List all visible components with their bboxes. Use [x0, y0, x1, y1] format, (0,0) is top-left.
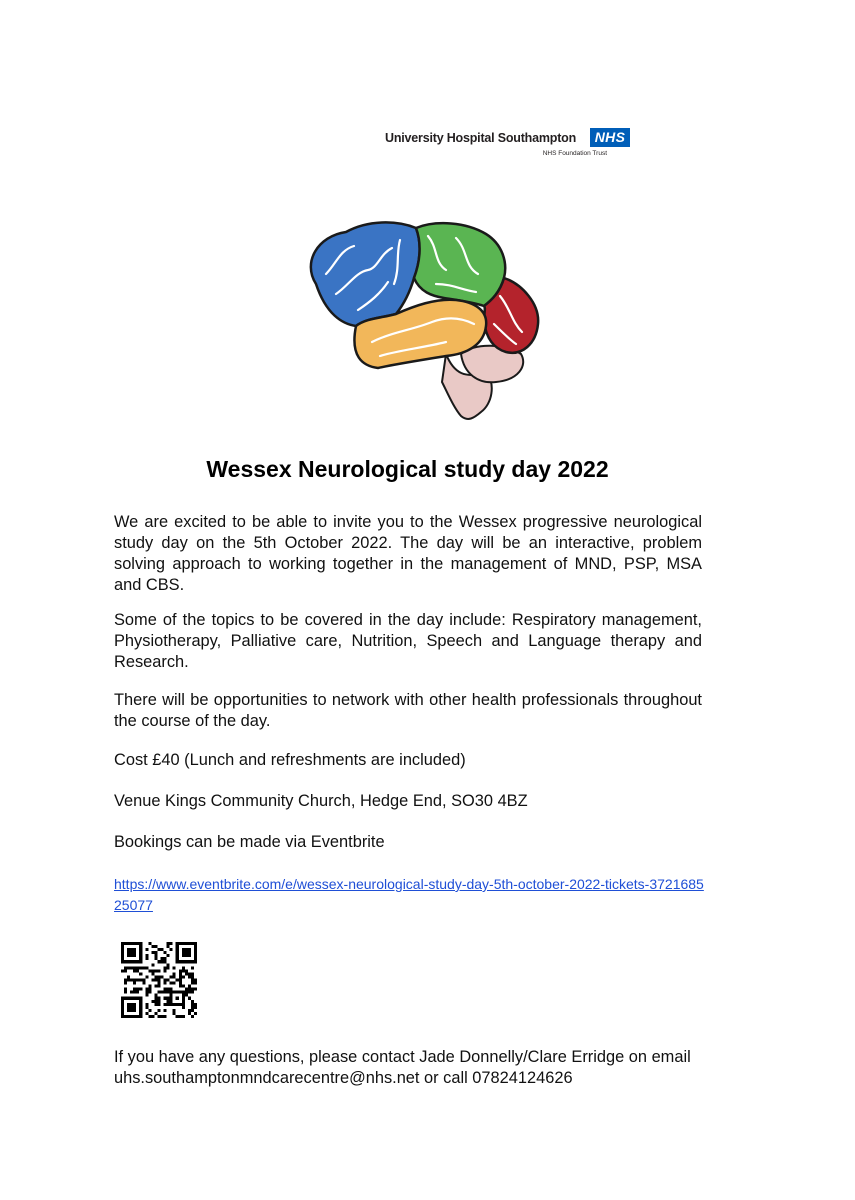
nhs-logo-box: NHS	[590, 128, 630, 147]
logo-org-name: University Hospital Southampton	[385, 131, 577, 145]
eventbrite-link[interactable]: https://www.eventbrite.com/e/wessex-neurological-study-day-5th-october-2022-tickets-372168525077	[114, 876, 704, 913]
qr-code-icon	[121, 942, 197, 1018]
page-title: Wessex Neurological study day 2022	[206, 456, 609, 482]
cost-text: Cost £40 (Lunch and refreshments are included)	[114, 751, 466, 769]
uhs-nhs-logo	[385, 126, 635, 160]
venue-text: Venue Kings Community Church, Hedge End, SO30 4BZ	[114, 792, 528, 810]
brain-icon	[296, 214, 546, 429]
intro-paragraph: We are excited to be able to invite you to the Wessex progressive neurological study day on the 5th October 2022. The day will be an interactive, problem solving approach to working together in the management of MND, PSP, MSA and CBS.	[114, 513, 702, 594]
logo-trust-name: NHS Foundation Trust	[542, 150, 607, 157]
contact-paragraph: If you have any questions, please contact Jade Donnelly/Clare Erridge on email uhs.southamptonmndcarecentre@nhs.net or call 07824124626	[114, 1048, 691, 1087]
network-paragraph: There will be opportunities to network with other health professionals throughout the course of the day.	[114, 691, 702, 730]
topics-paragraph: Some of the topics to be covered in the day include: Respiratory management, Physiotherapy, Palliative care, Nutrition, Speech and Language therapy and Research.	[114, 611, 702, 671]
bookings-text: Bookings can be made via Eventbrite	[114, 833, 385, 851]
